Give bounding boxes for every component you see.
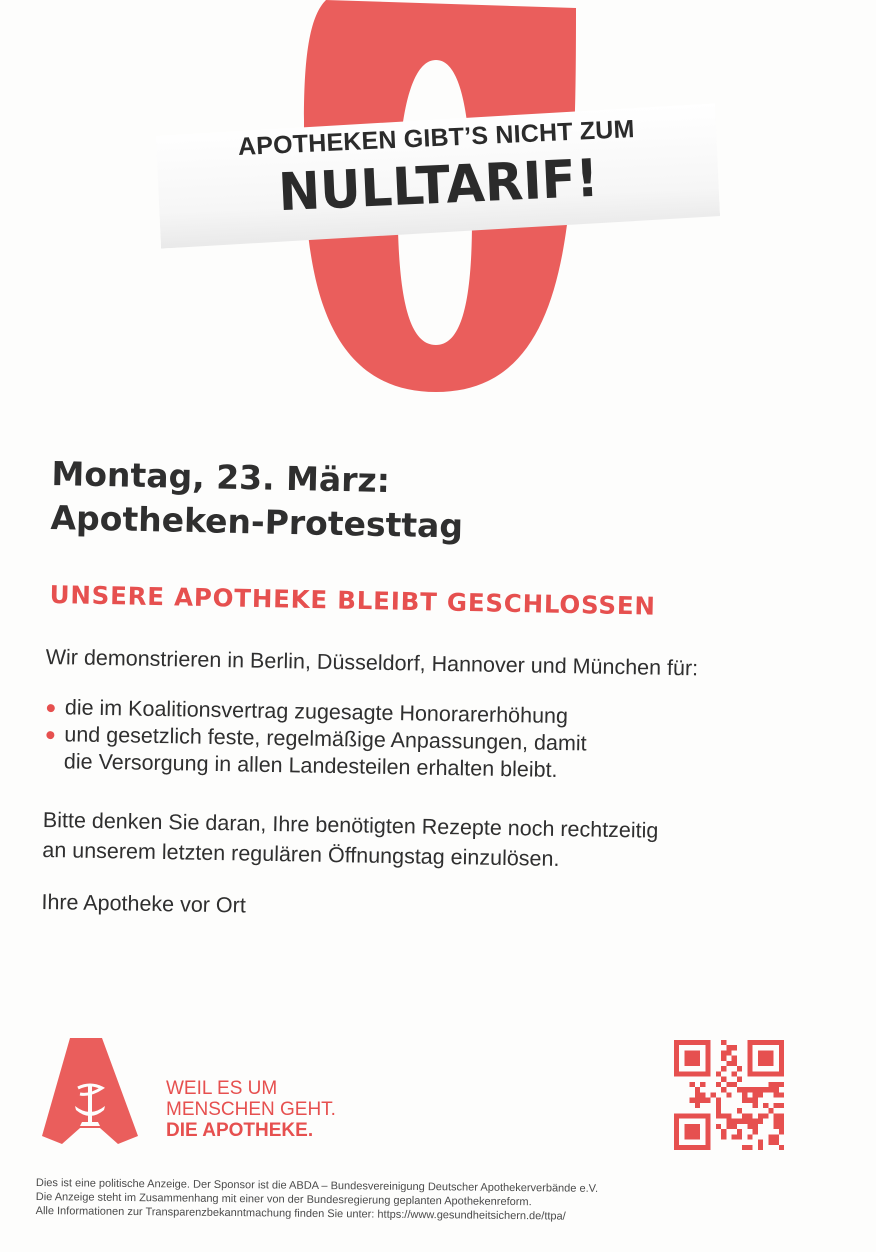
slogan bbox=[166, 1078, 336, 1141]
reminder-text-line2: an unserem letzten regulären Öffnungstag einzulösen. bbox=[42, 837, 560, 871]
list-item-text: die im Koalitionsvertrag zugesagte Honorarerhöhung bbox=[64, 695, 569, 729]
slogan-line2: MENSCHEN GEHT. bbox=[166, 1099, 336, 1120]
disclaimer-line1: Dies ist eine politische Anzeige. Der Sponsor ist die ABDA – Bundesvereinigung Deutscher Apothekerverbände e.V. bbox=[35, 1177, 599, 1195]
body-text bbox=[41, 642, 806, 930]
list-item-text: und gesetzlich feste, regelmäßige Anpassungen, damit bbox=[64, 722, 587, 756]
demands-list bbox=[44, 694, 805, 788]
disclaimer bbox=[36, 1176, 856, 1227]
list-item-text-continued: die Versorgung in allen Landesteilen erhalten bleibt. bbox=[63, 749, 558, 782]
qr-code-icon[interactable] bbox=[674, 1040, 784, 1150]
slogan-line3: DIE APOTHEKE. bbox=[166, 1120, 314, 1141]
page-title bbox=[50, 452, 612, 552]
bullet-dot-icon bbox=[47, 704, 55, 712]
apotheke-a-icon bbox=[40, 1036, 140, 1148]
closed-notice: UNSERE APOTHEKE BLEIBT GESCHLOSSEN bbox=[49, 580, 656, 621]
slogan-line1: WEIL ES UM bbox=[166, 1078, 278, 1099]
headline-event: Apotheken-Protesttag bbox=[50, 497, 464, 546]
disclaimer-line2: Die Anzeige steht im Zusammenhang mit einer von der Bundesregierung geplanten Apothekenreform. bbox=[35, 1190, 532, 1209]
headline-date: Montag, 23. März: bbox=[51, 453, 391, 501]
banner-tagline: APOTHEKEN GIBT’S NICHT ZUM bbox=[237, 115, 636, 162]
banner-title: NULLTARIF! bbox=[277, 148, 600, 224]
disclaimer-line3: Alle Informationen zur Transparenzbekanntmachung finden Sie unter: https://www.gesundheitsichern.de/ttpa/ bbox=[35, 1204, 566, 1223]
reminder-text-line1: Bitte denken Sie daran, Ihre benötigten Rezepte noch rechtzeitig bbox=[42, 807, 659, 843]
intro-text: Wir demonstrieren in Berlin, Düsseldorf, Hannover und München für: bbox=[45, 644, 699, 681]
bullet-dot-icon bbox=[46, 731, 54, 739]
signoff-text: Ihre Apotheke vor Ort bbox=[41, 889, 247, 918]
headline-banner bbox=[156, 103, 721, 248]
